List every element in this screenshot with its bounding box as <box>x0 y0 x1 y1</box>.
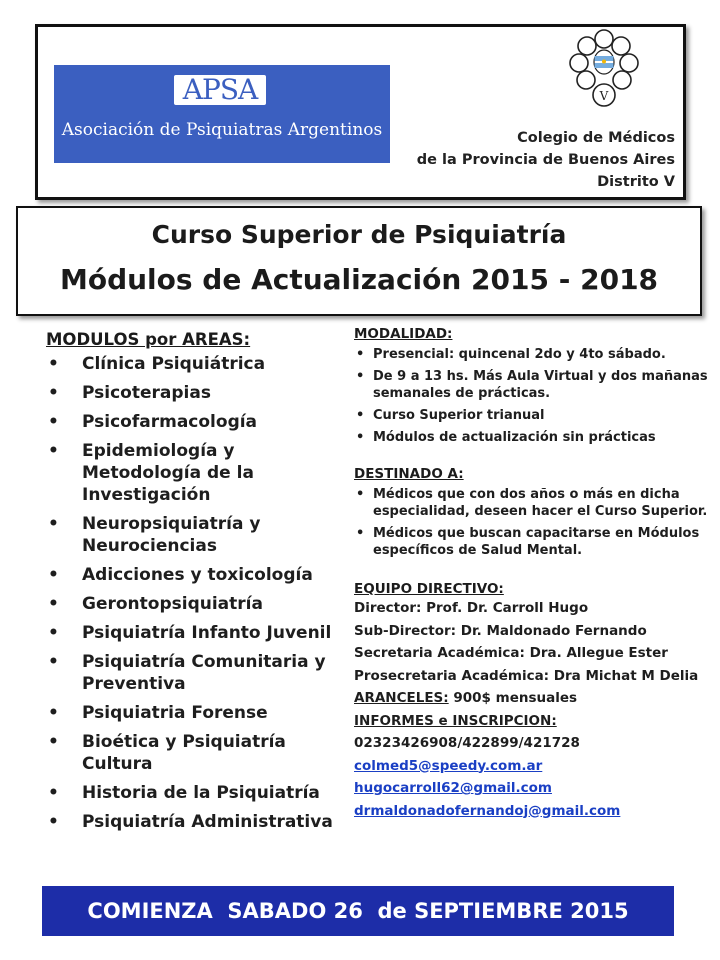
modalidad-heading: MODALIDAD: <box>354 326 453 342</box>
modalidad-item: • Presencial: quincenal 2do y 4to sábado. <box>354 346 716 363</box>
header-box <box>35 24 686 200</box>
areas-heading: MODULOS por AREAS: <box>46 330 251 349</box>
area-item: • Adicciones y toxicología <box>44 564 344 586</box>
areas-list <box>44 353 344 833</box>
areas-section <box>44 330 344 840</box>
equipo-line: Secretaria Académica: Dra. Allegue Ester <box>354 645 668 661</box>
equipo-heading: EQUIPO DIRECTIVO: <box>354 581 504 597</box>
modalidad-item: • Curso Superior trianual <box>354 407 716 424</box>
destinado-list <box>354 486 716 559</box>
area-item: • Psiquiatria Forense <box>44 702 344 724</box>
destinado-heading: DESTINADO A: <box>354 466 464 482</box>
info-section <box>354 326 716 822</box>
equipo-line: Director: Prof. Dr. Carroll Hugo <box>354 600 589 616</box>
aranceles-label: ARANCELES: <box>354 690 449 706</box>
colegio-line: de la Provincia de Buenos Aires <box>416 152 675 168</box>
apsa-logo <box>54 65 390 163</box>
modalidad-item: • Módulos de actualización sin prácticas <box>354 429 716 446</box>
area-item: • Bioética y Psiquiatría Cultura <box>44 731 344 775</box>
area-item: • Psiquiatría Comunitaria y Preventiva <box>44 651 344 695</box>
phone-numbers: 02323426908/422899/421728 <box>354 735 580 751</box>
area-item: • Psicofarmacología <box>44 411 344 433</box>
modalidad-item: • De 9 a 13 hs. Más Aula Virtual y dos mañanas semanales de prácticas. <box>354 368 716 402</box>
start-date-banner: COMIENZA SABADO 26 de SEPTIEMBRE 2015 <box>42 886 674 936</box>
aranceles-line <box>354 687 716 710</box>
course-title: Curso Superior de Psiquiatría <box>151 220 567 249</box>
area-item: • Psiquiatría Administrativa <box>44 811 344 833</box>
apsa-name: Asociación de Psiquiatras Argentinos <box>61 120 383 140</box>
area-item: • Neuropsiquiatría y Neurociencias <box>44 513 344 557</box>
colegio-line: Colegio de Médicos <box>517 130 675 146</box>
informes-heading: INFORMES e INSCRIPCION: <box>354 712 557 729</box>
course-subtitle: Módulos de Actualización 2015 - 2018 <box>59 263 659 296</box>
area-item: • Psiquiatría Infanto Juvenil <box>44 622 344 644</box>
email-link[interactable]: drmaldonadofernandoj@gmail.com <box>354 802 621 819</box>
area-item: • Epidemiología y Metodología de la Investigación <box>44 440 344 506</box>
colegio-line: Distrito V <box>597 174 675 190</box>
equipo-line: Sub-Director: Dr. Maldonado Fernando <box>354 622 647 639</box>
area-item: • Clínica Psiquiátrica <box>44 353 344 375</box>
destinado-item: • Médicos que con dos años o más en dicha especialidad, deseen hacer el Curso Superior. <box>354 486 716 520</box>
colegio-logo-letter: V <box>599 89 609 103</box>
apsa-logo-mark: APSA <box>174 75 266 105</box>
modalidad-list <box>354 346 716 446</box>
colegio-name <box>417 127 675 193</box>
area-item: • Historia de la Psiquiatría <box>44 782 344 804</box>
email-link[interactable]: colmed5@speedy.com.ar <box>354 757 543 774</box>
area-item: • Psicoterapias <box>44 382 344 404</box>
area-item: • Gerontopsiquiatría <box>44 593 344 615</box>
equipo-line: Prosecretaria Académica: Dra Michat M Delia <box>354 667 699 684</box>
colegio-logo-icon <box>566 29 642 115</box>
destinado-item: • Médicos que buscan capacitarse en Módulos específicos de Salud Mental. <box>354 525 716 559</box>
title-box <box>16 206 702 316</box>
email-link[interactable]: hugocarroll62@gmail.com <box>354 780 552 796</box>
aranceles-value: 900$ mensuales <box>448 690 578 706</box>
